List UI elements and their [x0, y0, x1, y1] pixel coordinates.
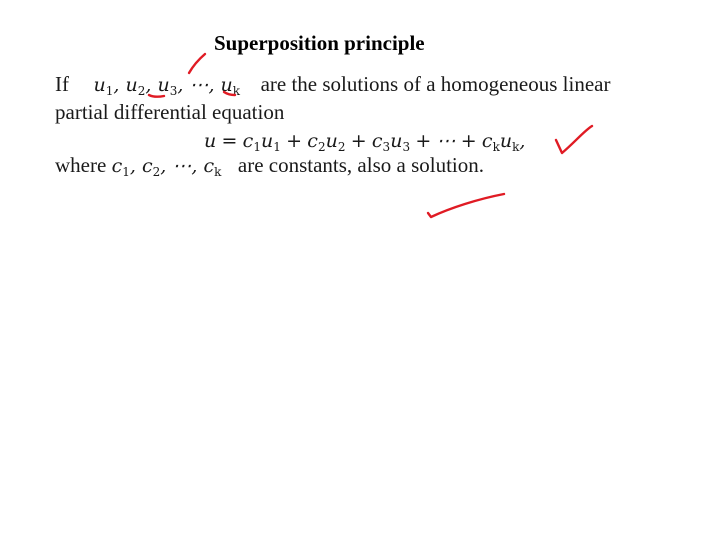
const-ck: $c_k$: [203, 155, 222, 179]
annotation-underline-solution: [428, 194, 504, 217]
var-u3: $u_3$: [157, 74, 178, 98]
statement-line-1: If $u_1$, $u_2$, $u_3$, ⋯, $u_k$ are the solutions of a homogeneous linear: [55, 72, 611, 98]
var-uk: $u_k$: [220, 74, 241, 98]
eq-plus: +: [350, 130, 367, 152]
eq-trailing-comma: ,: [519, 130, 526, 152]
statement-line-4: where $c_1$, $c_2$, ⋯, $c_k$ are constants, also a solution.: [55, 153, 484, 179]
eq-term-3: $c_3u_3$: [371, 130, 411, 154]
annotation-checkmark: [556, 126, 592, 153]
var-u1: $u_1$: [93, 74, 114, 98]
eq-ellipsis: ⋯: [436, 130, 456, 152]
const-c1: $c_1$: [111, 155, 130, 179]
eq-lhs: u: [204, 130, 217, 152]
eq-plus: +: [415, 130, 432, 152]
conclusion-text: are constants, also a solution.: [237, 153, 484, 177]
const-c2: $c_2$: [141, 155, 161, 179]
eq-term-k: $c_ku_k$: [481, 130, 520, 154]
word-where: where: [55, 153, 107, 177]
statement-rest: are the solutions of a homogeneous linear: [260, 72, 611, 96]
eq-equals: =: [221, 130, 238, 152]
statement-line-2: partial differential equation: [55, 100, 285, 124]
eq-plus: +: [286, 130, 303, 152]
ellipsis: ⋯: [172, 155, 192, 177]
word-if: If: [55, 72, 69, 96]
eq-term-2: $c_2u_2$: [307, 130, 346, 154]
var-u2: $u_2$: [125, 74, 146, 98]
eq-term-1: $c_1u_1$: [242, 130, 281, 154]
ellipsis: ⋯: [189, 74, 209, 96]
annotation-tick-title: [189, 54, 205, 73]
eq-plus: +: [460, 130, 477, 152]
slide-title: Superposition principle: [214, 31, 425, 55]
